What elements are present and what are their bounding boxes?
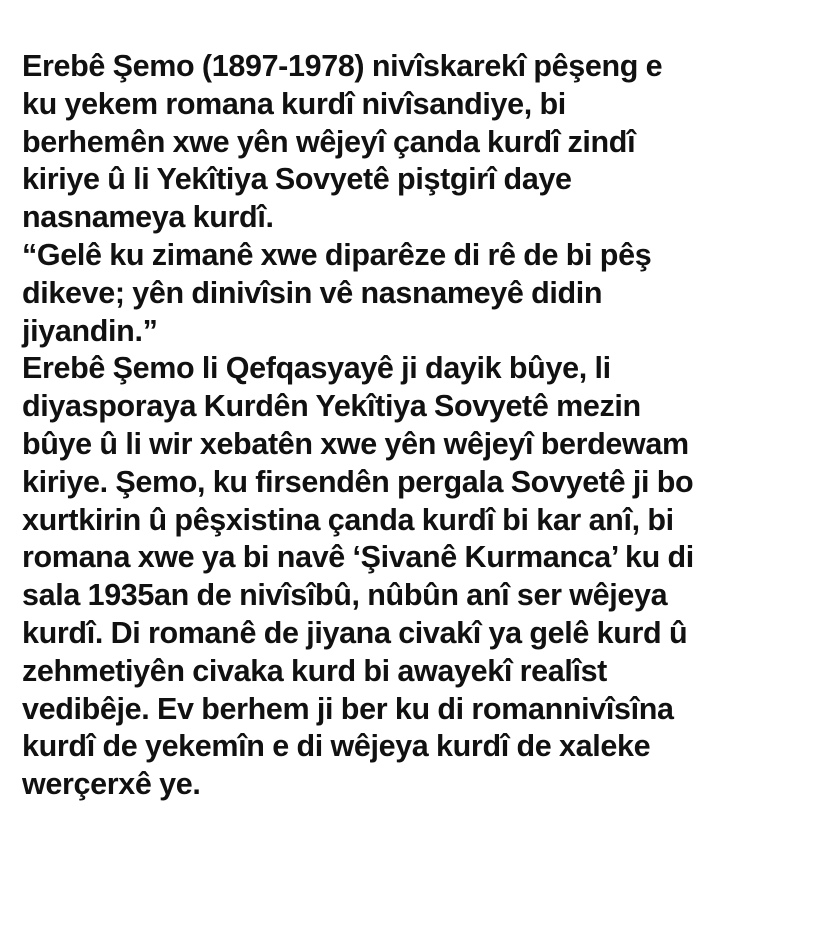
text-line: kiriye. Şemo, ku firsendên pergala Sovyetê ji bo — [22, 464, 694, 499]
text-line: romana xwe ya bi navê ‘Şivanê Kurmanca’ ku di — [22, 540, 694, 575]
text-line: kurdî. Di romanê de jiyana civakî ya gelê kurd û — [22, 615, 688, 650]
text-line: kurdî de yekemîn e di wêjeya kurdî de xaleke — [22, 729, 651, 764]
text-line: vedibêje. Ev berhem ji ber ku di romannivîsîna — [22, 691, 674, 726]
text-line: xurtkirin û pêşxistina çanda kurdî bi kar anî, bi — [22, 502, 674, 537]
text-line: zehmetiyên civaka kurd bi awayekî realîst — [22, 653, 607, 688]
quote-line: dikeve; yên dinivîsin vê nasnameyê didin — [22, 275, 603, 310]
note-text — [22, 48, 822, 804]
text-line: Erebê Şemo (1897-1978) nivîskarekî pêşeng e — [22, 49, 663, 83]
text-line: werçerxê ye. — [22, 767, 201, 802]
text-line: ku yekem romana kurdî nivîsandiye, bi — [22, 86, 566, 121]
text-line: diyasporaya Kurdên Yekîtiya Sovyetê mezin — [22, 389, 641, 424]
quote-line: “Gelê ku zimanê xwe diparêze di rê de bi pêş — [22, 237, 652, 272]
text-line: Erebê Şemo li Qefqasyayê ji dayik bûye, li — [22, 351, 611, 386]
quote-line: jiyandin.” — [22, 313, 158, 348]
text-line: berhemên xwe yên wêjeyî çanda kurdî zindî — [22, 124, 636, 159]
text-line: sala 1935an de nivîsîbû, nûbûn anî ser wêjeya — [22, 578, 668, 613]
text-line: kiriye û li Yekîtiya Sovyetê piştgirî daye — [22, 162, 572, 197]
text-line: bûye û li wir xebatên xwe yên wêjeyî berdewam — [22, 426, 689, 461]
text-line: nasnameya kurdî. — [22, 200, 274, 235]
